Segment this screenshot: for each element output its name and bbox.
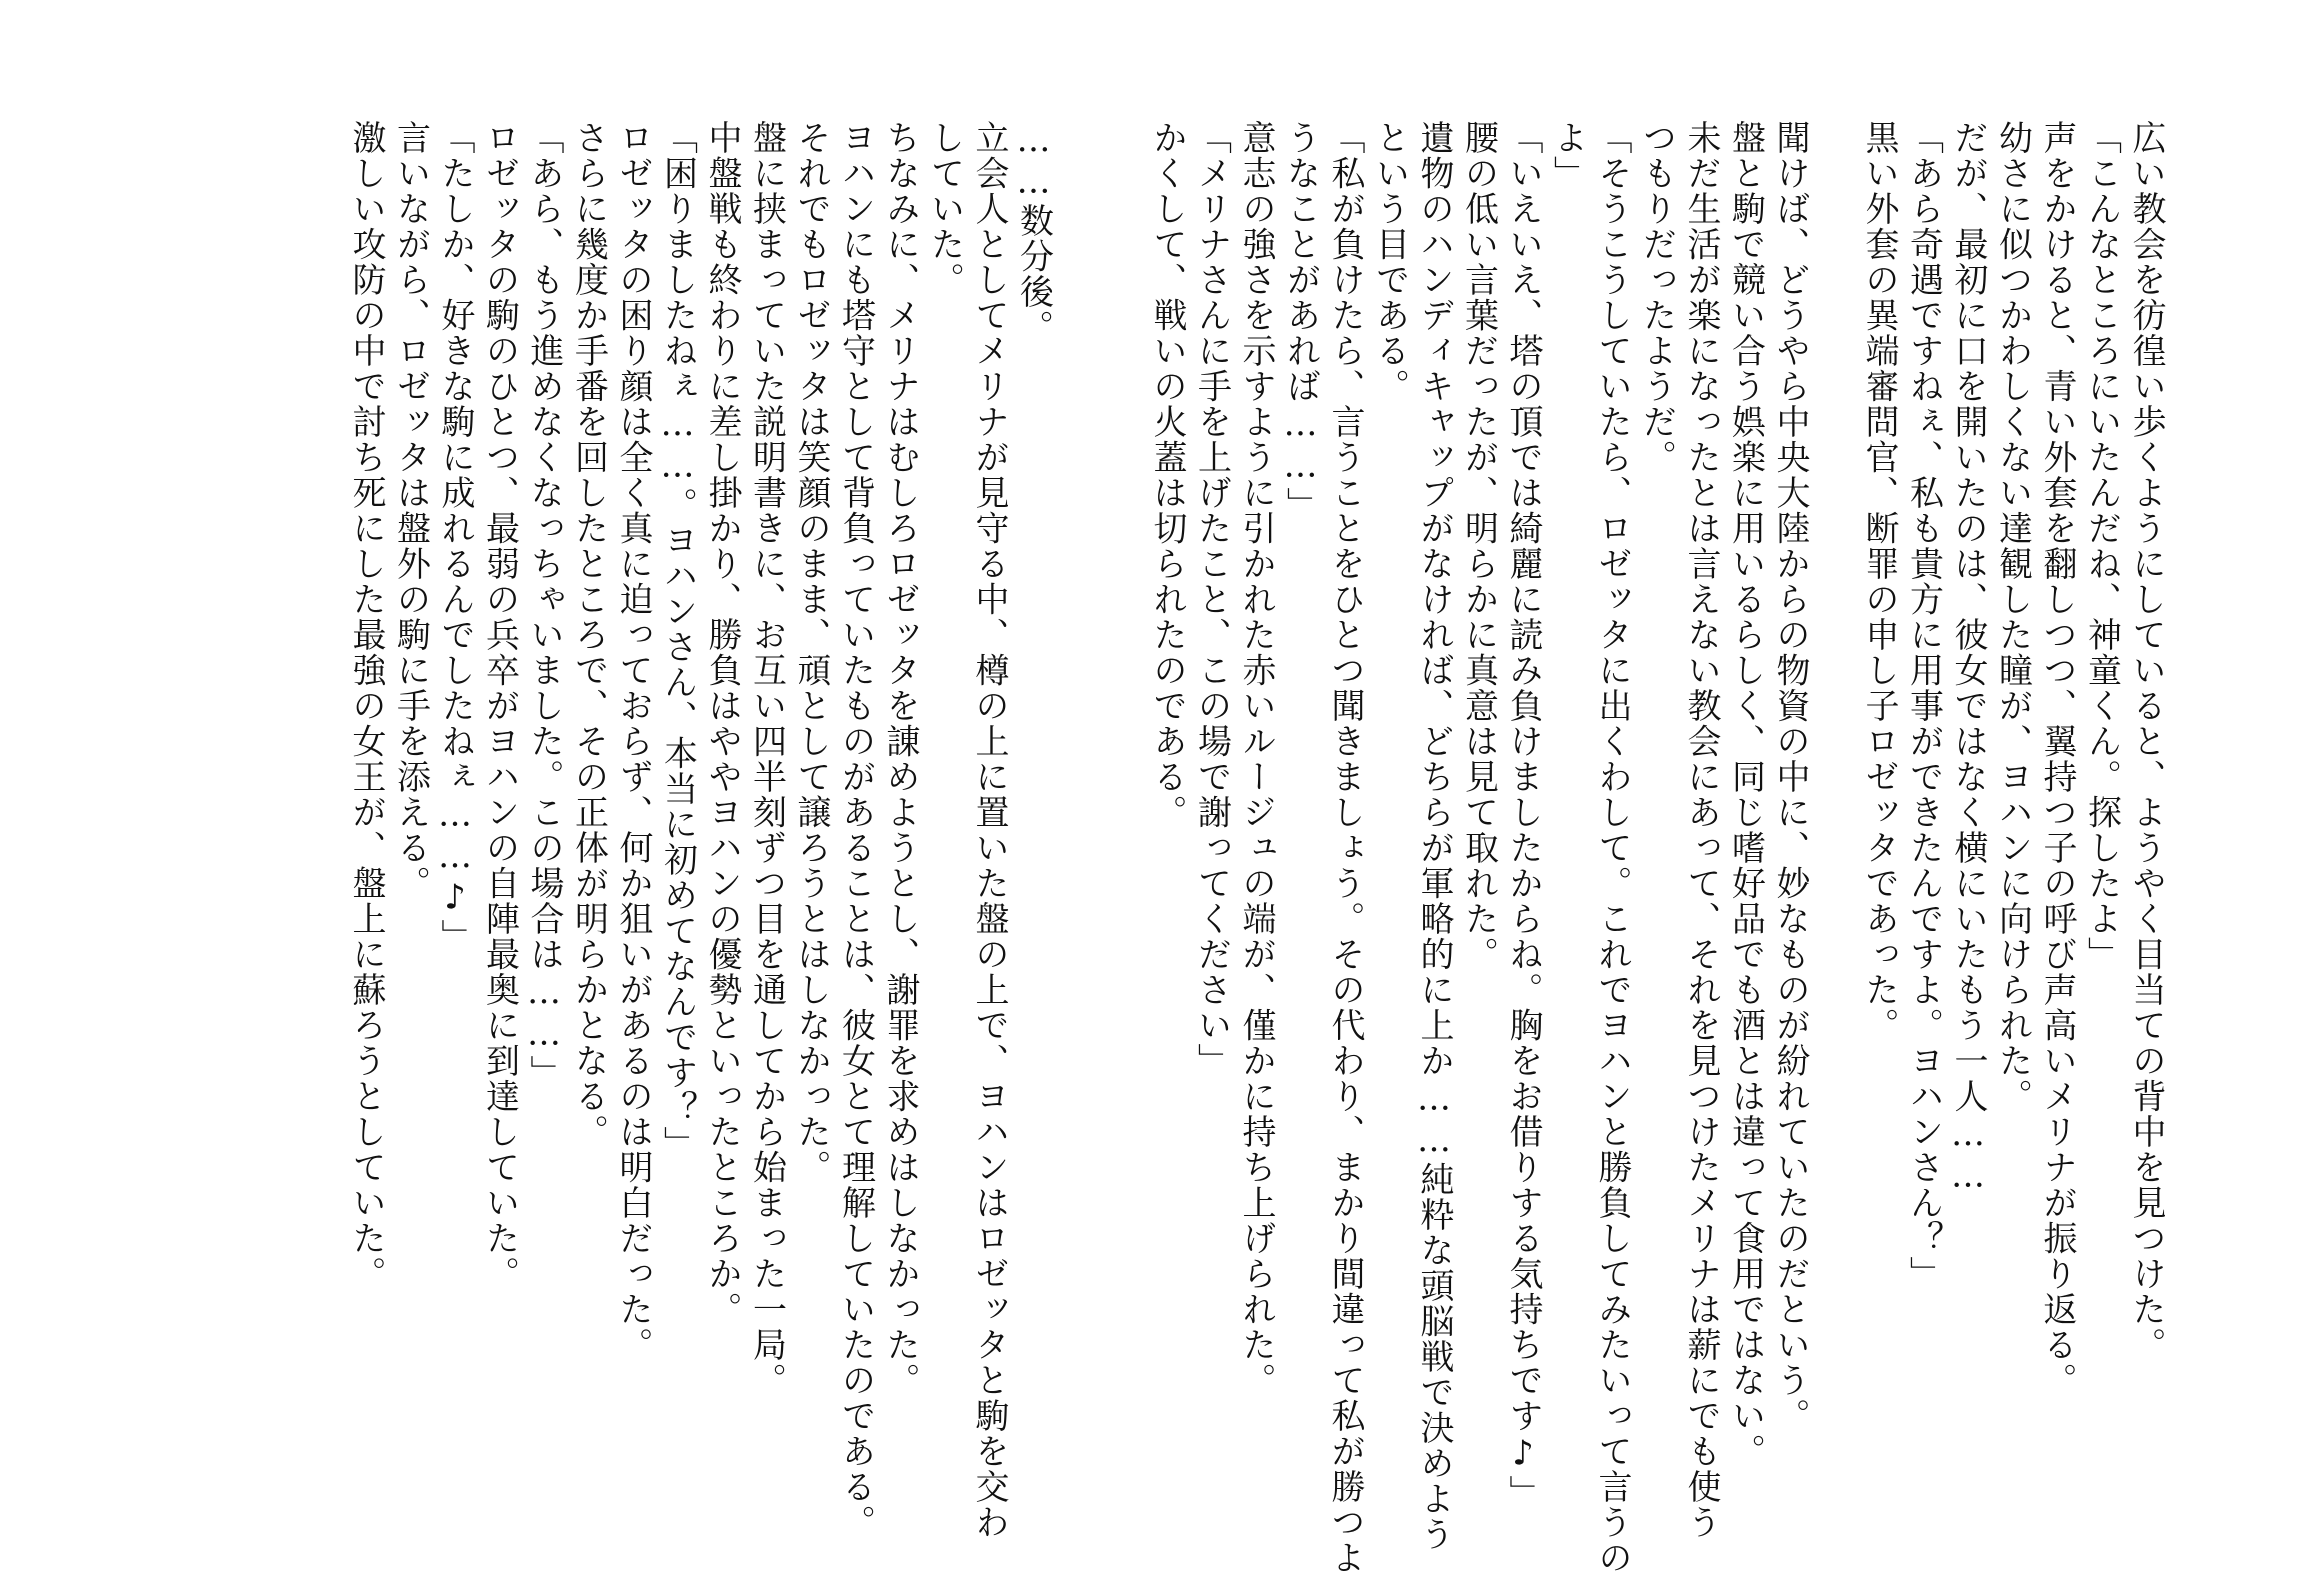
text-line: 遺物のハンディキャップがなければ、どちらが軍略的に上か……純粋な頭脳戦で決めよう — [1414, 120, 1454, 1552]
text-line: 盤に挟まっていた説明書きに、お互い四半刻ずつ目を通してから始まった一局。 — [746, 120, 787, 1398]
text-line: 「あら、もう進めなくなっちゃいました。この場合は……」 — [524, 120, 564, 1091]
text-line: 「いえいえ、塔の頂では綺麗に読み負けましたからね。胸をお借りする気持ちです♪」 — [1503, 120, 1543, 1511]
text-line: ロゼッタの駒のひとつ、最弱の兵卒がヨハンの自陣最奥に到達していた。 — [479, 120, 520, 1292]
blank-line — [1100, 120, 1145, 1300]
text-line: ……数分後。 — [1013, 120, 1054, 345]
text-line: 言いながら、ロゼッタは盤外の駒に手を添える。 — [390, 120, 431, 901]
text-line: かくして、戦いの火蓋は切られたのである。 — [1147, 120, 1187, 830]
text-line: 幼さに似つかわしくない達観した瞳が、ヨハンに向けられた。 — [1992, 120, 2033, 1114]
text-line: さらに幾度か手番を回したところで、その正体が明らかとなる。 — [568, 120, 609, 1150]
text-line: 「こんなところにいたんだね、神童くん。探したよ」 — [2081, 120, 2122, 972]
text-line: 未だ生活が楽になったとは言えない教会にあって、それを見つけたメリナは薪にでも使う — [1681, 120, 1721, 1540]
blank-line — [1056, 120, 1101, 1300]
text-line: 「メリナさんに手を上げたこと、この場で謝ってください」 — [1191, 120, 1232, 1079]
text-line: 立会人としてメリナが見守る中、樽の上に置いた盤の上で、ヨハンはロゼッタと駒を交わ — [969, 120, 1009, 1540]
text-line: 「困りましたねぇ……。ヨハンさん、本当に初めてなんです？」 — [657, 120, 698, 1162]
text-line: 盤と駒で競い合う娯楽に用いるらしく、同じ嗜好品でも酒とは違って食用ではない。 — [1725, 120, 1766, 1469]
text-line: それでもロゼッタは笑顔のまま、頑として譲ろうとはしなかった。 — [791, 120, 831, 1185]
text-line: つもりだったようだ。 — [1636, 120, 1677, 475]
text-line: という目である。 — [1369, 120, 1410, 404]
text-line: 激しい攻防の中で討ち死にした最強の女王が、盤上に蘇ろうとしていた。 — [346, 120, 386, 1292]
text-line: 「あら奇遇ですねぇ、私も貴方に用事ができたんですよ。ヨハンさん？」 — [1903, 120, 1944, 1292]
vertical-text-block — [344, 120, 2169, 1576]
text-line: 聞けば、どうやら中央大陸からの物資の中に、妙なものが紛れていたのだという。 — [1770, 120, 1810, 1434]
text-line: していた。 — [924, 120, 965, 298]
text-line: 中盤戦も終わりに差し掛かり、勝負はややヨハンの優勢といったところか。 — [702, 120, 742, 1327]
text-line: 広い教会を彷徨い歩くようにしていると、ようやく目当ての背中を見つけた。 — [2126, 120, 2166, 1363]
text-line: だが、最初に口を開いたのは、彼女ではなく横にいたもう一人…… — [1948, 120, 1988, 1197]
text-line: ヨハンにも塔守として背負っていたものがあることは、彼女とて理解していたのである。 — [835, 120, 876, 1540]
text-line: よ」 — [1547, 120, 1588, 191]
text-line: ロゼッタの困り顔は全く真に迫っておらず、何か狙いがあるのは明白だった。 — [613, 120, 653, 1363]
blank-line — [1812, 120, 1857, 1300]
text-line: 「私が負けたら、言うことをひとつ聞きましょう。その代わり、まかり間違って私が勝つよ — [1325, 120, 1365, 1576]
text-line: 腰の低い言葉だったが、明らかに真意は見て取れた。 — [1458, 120, 1499, 972]
text-line: ちなみに、メリナはむしろロゼッタを諌めようとし、謝罪を求めはしなかった。 — [880, 120, 920, 1398]
text-line: 意志の強さを示すように引かれた赤いルージュの端が、僅かに持ち上げられた。 — [1236, 120, 1276, 1398]
text-line: 黒い外套の異端審問官、断罪の申し子ロゼッタであった。 — [1859, 120, 1899, 1043]
text-line: 声をかけると、青い外套を翻しつつ、翼持つ子の呼び声高いメリナが振り返る。 — [2037, 120, 2077, 1398]
text-line: 「たしか、好きな駒に成れるんでしたねぇ……♪」 — [435, 120, 475, 955]
text-line: 「そうこうしていたら、ロゼッタに出くわして。これでヨハンと勝負してみたいって言うの — [1592, 120, 1632, 1576]
text-line: うなことがあれば……」 — [1280, 120, 1321, 523]
